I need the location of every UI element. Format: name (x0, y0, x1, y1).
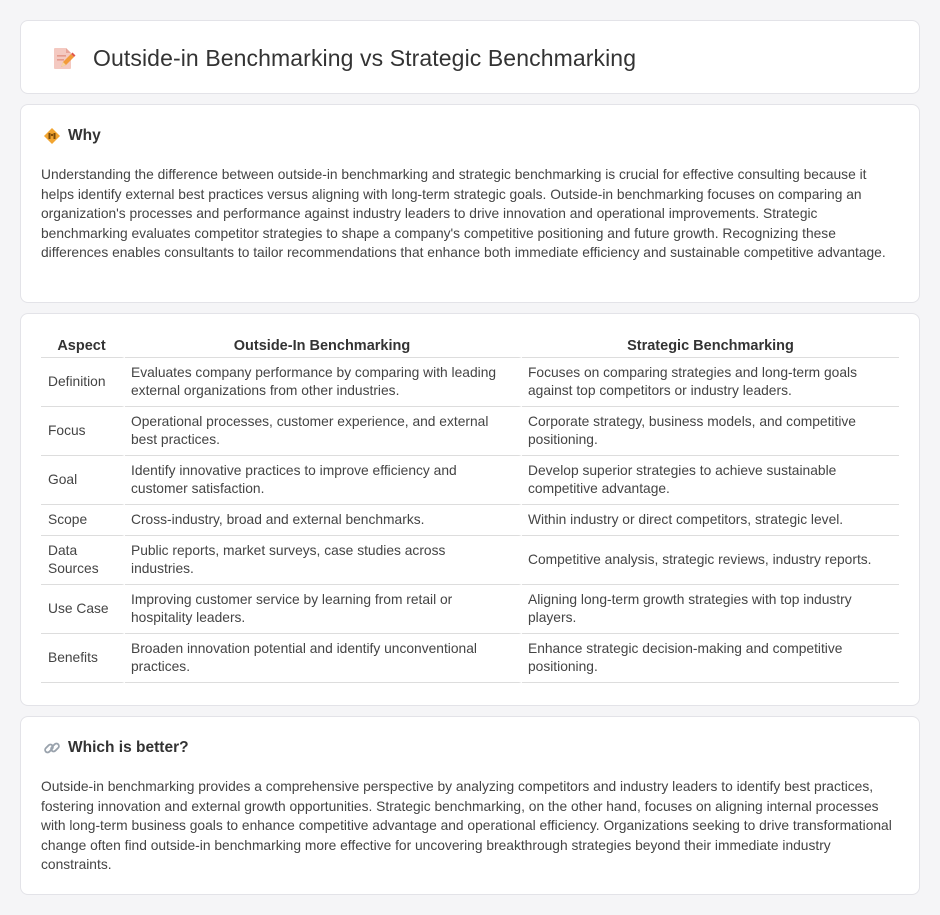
table-row (41, 634, 899, 683)
row-outside-in: Public reports, market surveys, case studies across industries. (125, 536, 522, 585)
why-body: Understanding the difference between outside-in benchmarking and strategic benchmarking is crucial for effective consulting because it helps identify external best practices versus aligning with long-term strategic goals. Outside-in benchmarking focuses on comparing an organization's processes and performance against industry leaders to drive innovation and operational improvements. Strategic benchmarking evaluates competitor strategies to shape a company's competitive positioning and future growth. Recognizing these differences enables consultants to tailor recommendations that enhance both immediate efficiency and sustainable competitive advantage. (41, 167, 886, 260)
row-aspect: Goal (41, 456, 125, 505)
better-body: Outside-in benchmarking provides a comprehensive perspective by analyzing competitors and industry leaders to identify best practices, fostering innovation and external growth opportunities. Strategic benchmarking, on the other hand, focuses on aligning internal processes with long-term business goals to enhance competitive advantage and operational efficiency. Organizations seeking to drive transformational change often find outside-in benchmarking more effective for uncovering breakthrough strategies beyond their immediate industry constraints. (41, 779, 892, 872)
column-header-aspect: Aspect (41, 332, 125, 358)
comparison-card (20, 313, 920, 706)
table-header-row (41, 332, 899, 358)
better-heading: Which is better? (68, 739, 189, 756)
row-outside-in: Operational processes, customer experience, and external best practices. (125, 407, 522, 456)
row-strategic: Develop superior strategies to achieve sustainable competitive advantage. (522, 456, 899, 505)
column-header-strategic: Strategic Benchmarking (522, 332, 899, 358)
row-aspect: Benefits (41, 634, 125, 683)
comparison-table (41, 332, 899, 683)
table-row (41, 536, 899, 585)
document-pencil-icon (47, 43, 77, 73)
table-row (41, 407, 899, 456)
row-strategic: Within industry or direct competitors, strategic level. (522, 505, 899, 536)
row-strategic: Aligning long-term growth strategies with top industry players. (522, 585, 899, 634)
row-aspect: Focus (41, 407, 125, 456)
table-row (41, 358, 899, 407)
why-heading: Why (68, 127, 101, 144)
which-is-better-section (20, 716, 920, 895)
row-aspect: Use Case (41, 585, 125, 634)
row-outside-in: Improving customer service by learning from retail or hospitality leaders. (125, 585, 522, 634)
row-aspect: Data Sources (41, 536, 125, 585)
row-outside-in: Broaden innovation potential and identify unconventional practices. (125, 634, 522, 683)
table-row (41, 585, 899, 634)
row-strategic: Enhance strategic decision-making and competitive positioning. (522, 634, 899, 683)
header-card (20, 20, 920, 94)
column-header-outside-in: Outside-In Benchmarking (125, 332, 522, 358)
row-aspect: Scope (41, 505, 125, 536)
row-outside-in: Evaluates company performance by comparing with leading external organizations from other industries. (125, 358, 522, 407)
why-section (20, 104, 920, 303)
table-row (41, 505, 899, 536)
link-icon (43, 739, 61, 757)
diamond-warning-icon (43, 127, 61, 145)
page-title: Outside-in Benchmarking vs Strategic Benchmarking (93, 44, 637, 71)
row-strategic: Competitive analysis, strategic reviews, industry reports. (522, 536, 899, 585)
row-outside-in: Cross-industry, broad and external benchmarks. (125, 505, 522, 536)
row-strategic: Focuses on comparing strategies and long-term goals against top competitors or industry leaders. (522, 358, 899, 407)
table-row (41, 456, 899, 505)
row-aspect: Definition (41, 358, 125, 407)
row-outside-in: Identify innovative practices to improve efficiency and customer satisfaction. (125, 456, 522, 505)
row-strategic: Corporate strategy, business models, and competitive positioning. (522, 407, 899, 456)
